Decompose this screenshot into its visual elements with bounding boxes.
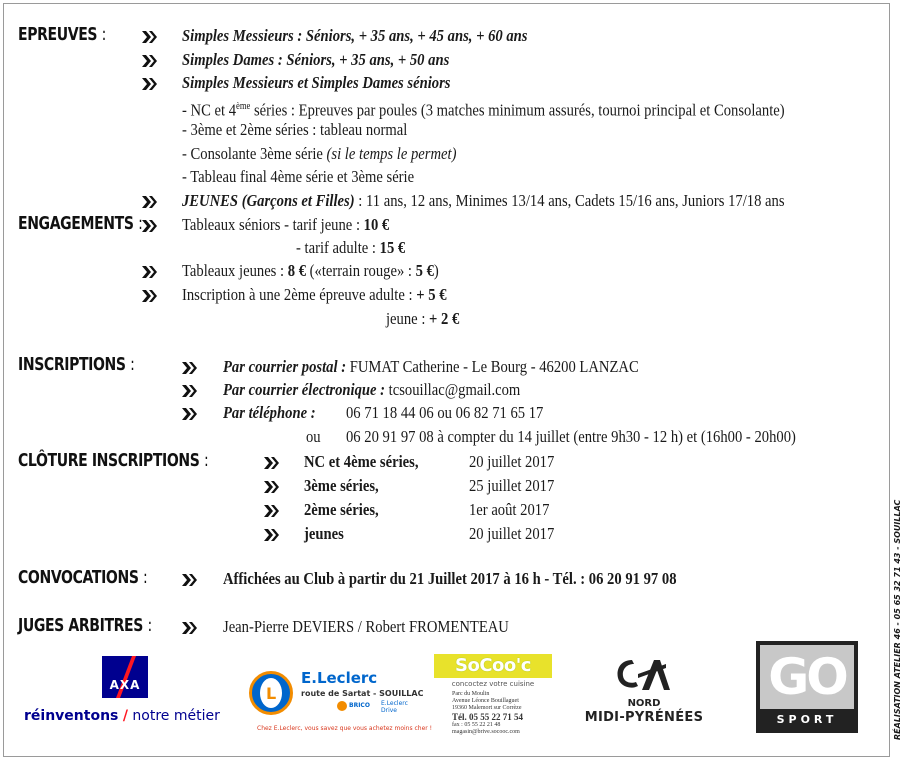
- arrow-bullet-icon: [264, 457, 280, 469]
- tournament-info-page: [3, 3, 890, 757]
- leclerc-address: route de Sartat - SOUILLAC: [301, 689, 424, 698]
- inscriptions-tel-alt: 06 20 91 97 08 à compter du 14 juillet (entre 9h30 - 12 h) et (16h00 - 20h00): [346, 427, 796, 446]
- arrow-bullet-icon: [142, 31, 158, 43]
- arrow-bullet-icon: [142, 55, 158, 67]
- cloture-label: CLÔTURE INSCRIPTIONS :: [18, 450, 209, 471]
- cloture-serie: 2ème séries,: [304, 500, 379, 519]
- arrow-bullet-icon: [264, 529, 280, 541]
- inscriptions-postal: Par courrier postal : FUMAT Catherine - Le Bourg - 46200 LANZAC: [223, 357, 639, 376]
- cloture-date: 20 juillet 2017: [469, 524, 555, 543]
- socooc-address: Parc du Moulin Avenue Léonce Bouillaguet 19360 Malemort sur Corrèze Tél. 05 55 22 71 54 fax : 05 55 22 21 48 magasin@brive.socooc.com: [452, 691, 523, 735]
- socooc-tagline: concoctez votre cuisine: [451, 680, 535, 688]
- epreuves-sub-4: - Tableau final 4ème série et 3ème série: [182, 167, 415, 186]
- socooc-banner: [434, 654, 552, 678]
- cloture-serie: 3ème séries,: [304, 476, 379, 495]
- epreuves-line-1: Simples Messieurs : Séniors, + 35 ans, + 45 ans, + 60 ans: [182, 26, 528, 45]
- leclerc-logo: [249, 669, 433, 739]
- epreuves-line-2: Simples Dames : Séniors, + 35 ans, + 50 ans: [182, 50, 450, 69]
- juges-names: Jean-Pierre DEVIERS / Robert FROMENTEAU: [223, 617, 509, 636]
- gosport-sub: SPORT: [776, 713, 838, 726]
- credit-agricole-logo: [574, 656, 714, 736]
- brico-label: BRICO: [349, 702, 370, 709]
- sponsor-logos: [4, 644, 891, 744]
- print-credit: RÉALISATION ATELIER 46 - 05 65 32 71 43 - SOUILLAC: [893, 499, 902, 740]
- gosport-brand: GO: [768, 648, 846, 706]
- socooc-brand: SoCoo'c: [455, 655, 531, 676]
- convocations-label: CONVOCATIONS :: [18, 567, 148, 588]
- inscriptions-tel-label: Par téléphone :: [223, 403, 316, 422]
- arrow-bullet-icon: [182, 622, 198, 634]
- inscriptions-ou: ou: [306, 427, 321, 446]
- epreuves-label: EPREUVES :: [18, 24, 106, 45]
- engagements-label: ENGAGEMENTS :: [18, 213, 143, 234]
- drive-label: E.Leclerc Drive: [381, 700, 408, 714]
- ca-line2: MIDI-PYRÉNÉES: [584, 710, 704, 725]
- axa-brand-text: AXA: [109, 678, 141, 692]
- inscriptions-label: INSCRIPTIONS :: [18, 354, 135, 375]
- arrow-bullet-icon: [182, 362, 198, 374]
- epreuves-sub-1: - NC et 4ème séries : Epreuves par poules (3 matches minimum assurés, tournoi principal et Consolante): [182, 100, 785, 120]
- cloture-serie: jeunes: [304, 524, 344, 543]
- arrow-bullet-icon: [142, 290, 158, 302]
- inscriptions-email: Par courrier électronique : tcsouillac@gmail.com: [223, 380, 521, 399]
- engagements-seniors-jeune: Tableaux séniors - tarif jeune : 10 €: [182, 215, 390, 234]
- epreuves-sub-2: - 3ème et 2ème séries : tableau normal: [182, 120, 408, 139]
- epreuves-sub-3: - Consolante 3ème série (si le temps le permet): [182, 144, 457, 163]
- ca-emblem-icon: [612, 656, 672, 692]
- arrow-bullet-icon: [142, 196, 158, 208]
- engagements-jeunes: Tableaux jeunes : 8 € («terrain rouge» : 5 €): [182, 261, 439, 280]
- epreuves-jeunes: JEUNES (Garçons et Filles) : 11 ans, 12 ans, Minimes 13/14 ans, Cadets 15/16 ans, Juniors 17/18 ans: [182, 191, 785, 210]
- arrow-bullet-icon: [142, 78, 158, 90]
- axa-square-icon: [102, 656, 148, 698]
- brico-icon: [337, 701, 347, 711]
- engagements-seniors-adulte: - tarif adulte : 15 €: [296, 238, 406, 257]
- arrow-bullet-icon: [142, 266, 158, 278]
- arrow-bullet-icon: [182, 408, 198, 420]
- convocations-text: Affichées au Club à partir du 21 Juillet 2017 à 16 h - Tél. : 06 20 91 97 08: [223, 569, 677, 588]
- cloture-date: 25 juillet 2017: [469, 476, 555, 495]
- ca-line1: NORD: [627, 698, 661, 709]
- arrow-bullet-icon: [142, 220, 158, 232]
- engagements-2eme-adulte: Inscription à une 2ème épreuve adulte : + 5 €: [182, 285, 447, 304]
- arrow-bullet-icon: [264, 505, 280, 517]
- leclerc-circle-icon: L: [249, 671, 293, 715]
- cloture-serie: NC et 4ème séries,: [304, 452, 419, 471]
- engagements-2eme-jeune: jeune : + 2 €: [386, 309, 460, 328]
- leclerc-slogan: Chez E.Leclerc, vous savez que vous achetez moins cher !: [257, 725, 433, 732]
- socooc-logo: [434, 654, 554, 739]
- axa-logo: [24, 656, 229, 741]
- arrow-bullet-icon: [182, 574, 198, 586]
- inscriptions-tel-numbers: 06 71 18 44 06 ou 06 82 71 65 17: [346, 403, 544, 422]
- leclerc-brand: E.Leclerc: [301, 669, 378, 687]
- epreuves-line-3: Simples Messieurs et Simples Dames séniors: [182, 73, 451, 92]
- juges-label: JUGES ARBITRES :: [18, 615, 152, 636]
- cloture-date: 1er août 2017: [469, 500, 550, 519]
- arrow-bullet-icon: [264, 481, 280, 493]
- cloture-date: 20 juillet 2017: [469, 452, 555, 471]
- arrow-bullet-icon: [182, 385, 198, 397]
- gosport-logo: [756, 641, 858, 733]
- axa-tagline: réinventons / notre métier: [24, 708, 220, 724]
